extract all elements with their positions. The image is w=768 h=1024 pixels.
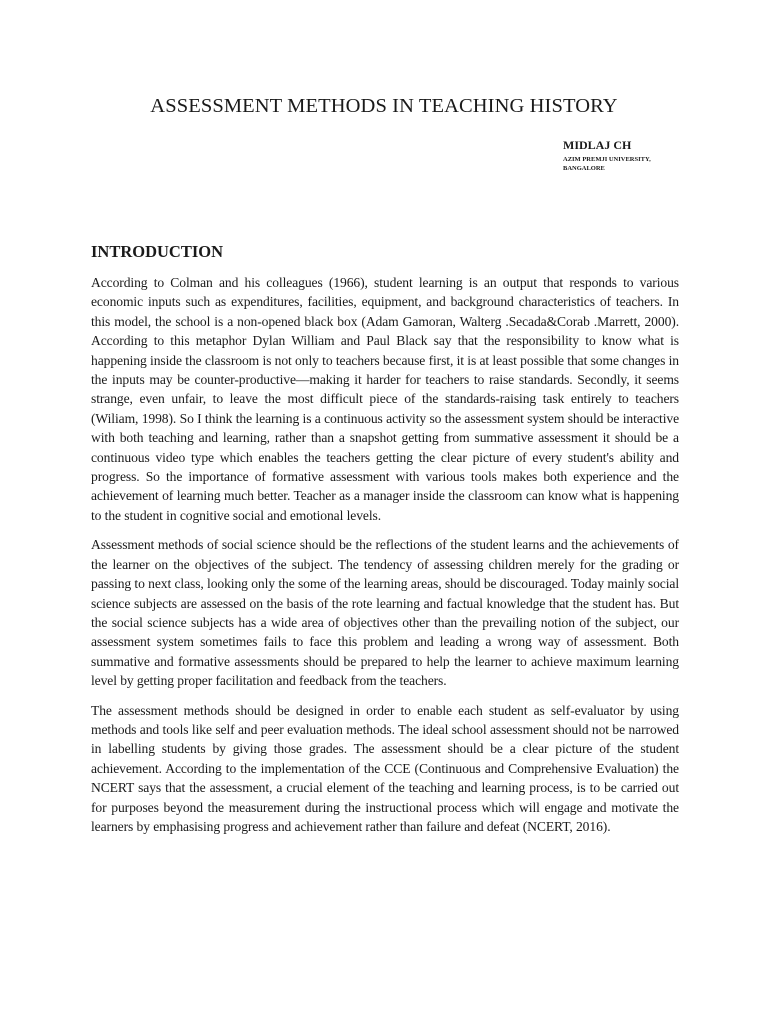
document-title: ASSESSMENT METHODS IN TEACHING HISTORY [150, 95, 618, 117]
paragraph-2: Assessment methods of social science should be the reflections of the student learns and the achievements of the learner on the objectives of the subject. The tendency of assessing children merely for the grading or passing to next class, looking only the some of the learning areas, should be discouraged. Today mainly social science subjects are assessed on the basis of the rote learning and factual knowledge that the student has. But the social science subjects has a wide area of objectives other than the prevailing notion of the subject, our assessment system sometimes fails to face this problem and leading a wrong way of assessment. Both summative and formative assessments should be prepared to help the learner to achieve maximum learning level by getting proper facilitation and feedback from the teachers. [91, 537, 679, 689]
body-text [91, 273, 679, 846]
author-name: MIDLAJ CH [563, 138, 632, 152]
paragraph-3: The assessment methods should be designed in order to enable each student as self-evaluator by using methods and tools like self and peer evaluation methods. The ideal school assessment should not be narrowed in labelling students by giving those grades. The assessment should be a clear picture of the student achievement. According to the implementation of the CCE (Continuous and Comprehensive Evaluation) the NCERT says that the assessment, a crucial element of the teaching and learning process, is to be carried out for purposes beyond the measurement during the instructional process which will engage and motivate the learners by emphasising progress and achievement rather than failure and defeat (NCERT, 2016). [91, 702, 679, 834]
paragraph-1: According to Colman and his colleagues (1966), student learning is an output that responds to various economic inputs such as expenditures, facilities, equipment, and background characteristics of teachers. In this model, the school is a non-opened black box (Adam Gamoran, Walterg .Secada&Corab .Marrett, 2000). According to this metaphor Dylan William and Paul Black say that the responsibility to know what is happening inside the classroom is not only to teachers because first, it is at least possible that some changes in the inputs may be counter-productive—making it harder for teachers to raise standards. Secondly, it seems strange, even unfair, to leave the most difficult piece of the standards-raising task entirely to teachers (Wiliam, 1998). So I think the learning is a continuous activity so the assessment system should be interactive with both teaching and learning, rather than a snapshot getting from summative assessment it should be a continuous video type which enables the teachers getting the clear picture of every student's ability and progress. So the importance of formative assessment with various tools makes both experience and the achievement of learning much better. Teacher as a manager inside the classroom can know what is happening to the student in cognitive social and emotional levels. [91, 275, 679, 523]
section-heading: INTRODUCTION [91, 242, 224, 261]
author-affiliation: AZIM PREMJI UNIVERSITY, BANGALORE [563, 156, 651, 172]
author-block [563, 138, 703, 173]
